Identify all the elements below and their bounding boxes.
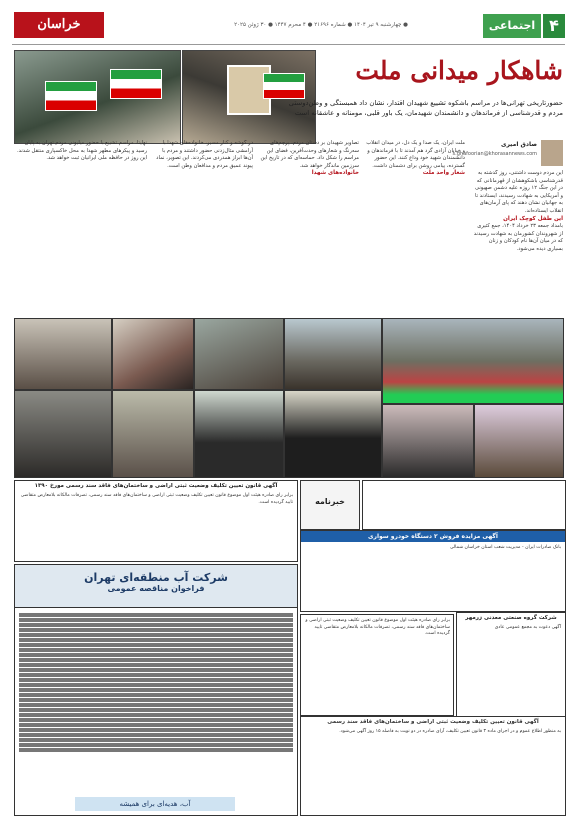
ad-title: آگهی قانون تعیین تکلیف وضعیت ثبتی اراضی و ساختمان‌های فاقد سند رسمی (327, 719, 539, 725)
text-line (19, 663, 293, 667)
text-line (19, 673, 293, 677)
article-column-1 (473, 170, 563, 310)
text-line (19, 618, 293, 622)
column-text: ملت ایران، یک صدا و یک دل، در میدان انقلاب و خیابان آزادی گرد هم آمدند تا با فرماندهان و دانشمندان شهید خود وداع کنند. این حضور گسترده، پیامی روشن برای دشمنان داشت. (366, 140, 465, 169)
funeral-photo-left (14, 50, 181, 144)
text-line (19, 693, 293, 697)
article-column-4 (153, 140, 253, 310)
text-line (19, 648, 293, 652)
legal-notice-ad-3 (300, 716, 566, 816)
newsletter-ad (300, 480, 360, 530)
ad-title: خبرنامه (315, 497, 345, 506)
text-line (19, 713, 293, 717)
column-text: نهایتا، مراسم تشییع با حضور میلیونی مردم تهران به پایان رسید و پیکرهای مطهر شهدا به محل خاکسپاری منتقل شدند. این روز در حافظه ملی ایرانیان ثبت خواهد شد. (16, 140, 147, 162)
column-text: این مردم دوست داشتنی، روز گذشته به قدرشناسی باشکوهشان از قهرمانانی که در این جنگ ۱۲ روزه علیه دشمن صهیونی و آمریکایی به شهادت رسیدند، ایستادند تا به جهانیان نشان دهند که پای آرمان‌های انقلاب ایستاده‌اند. (474, 170, 563, 214)
ad-title: آگهی قانون تعیین تکلیف وضعیت ثبتی اراضی و ساختمان‌های فاقد سند رسمی مورخ ۱۳۹۰ (34, 483, 278, 489)
text-line (19, 728, 293, 732)
tehran-water-tender-ad (14, 564, 298, 816)
section-name: اجتماعی (483, 14, 541, 38)
column-subhead: خانواده‌های شهدا (311, 170, 359, 177)
text-line (19, 723, 293, 727)
crowd-photo (112, 390, 194, 478)
text-line (19, 718, 293, 722)
iran-flag-icon (263, 73, 305, 99)
newsletter-ad-right (362, 480, 566, 530)
text-line (19, 653, 293, 657)
text-line (19, 698, 293, 702)
ad-subtitle: فراخوان مناقصه عمومی (107, 584, 205, 593)
iran-flag-icon (110, 69, 162, 99)
header-rule (12, 44, 565, 45)
ad-body: برابر رای صادره هیئت اول موضوع قانون تعیین تکلیف وضعیت ثبتی اراضی و ساختمان‌های فاقد سند رسمی، تصرفات مالکانه بلامعارض متقاضی تایید گردیده است. (20, 493, 293, 505)
ad-title: شرکت گروه صنعتی معدنی زرمهر (465, 615, 557, 621)
author-avatar (541, 140, 563, 166)
ad-title: آگهی مزایده فروش ۲ دستگاه خودرو سواری (301, 531, 565, 542)
text-line (19, 683, 293, 687)
author-email[interactable]: s.ghafoorian@khorasannews.com (452, 151, 537, 157)
article-column-2 (365, 140, 465, 310)
crowd-photo (382, 404, 474, 478)
article-lead: حضورتاریخی تهرانی‌ها در مراسم باشکوه تشییع شهیدان اقتدار، نشان داد همبستگی و وطن‌دوستی مردم و قدرشناسی از فرماندهان و دانشمندان شهیدمان، یک باور قلبی، مومنانه و عاشقانه است (288, 99, 563, 117)
text-line (19, 703, 293, 707)
car-auction-ad (300, 530, 566, 612)
ad-body: برابر رای صادره هیئت اول موضوع قانون تعیین تکلیف وضعیت ثبتی اراضی و ساختمان‌های فاقد سند رسمی، تصرفات مالکانه بلامعارض متقاضی تایید گردیده است. (305, 618, 450, 637)
text-line (19, 708, 293, 712)
crowd-photo (14, 318, 112, 390)
text-line (19, 748, 293, 752)
funeral-photo-portrait (182, 50, 316, 144)
ad-slogan: آب، هدیه‌ای برای همیشه (75, 797, 235, 811)
text-line (19, 668, 293, 672)
article-column-5 (14, 140, 147, 310)
column-text: بامداد جمعه ۲۳ خرداد ۱۴۰۴، جمع کثیری از شهروندان کشورمان به شهادت رسیدند که در میان آن‌ها نام کودکان و زنان بسیاری دیده می‌شود. (473, 223, 563, 252)
legal-notice-ad-2 (300, 614, 454, 716)
page-title: شاهکار میدانی ملت (355, 56, 563, 85)
crowd-photo (474, 404, 564, 478)
text-line (19, 658, 293, 662)
column-text: تصاویر شهیدان بر دستان مردم، پرچم‌های سه‌رنگ و شعارهای وحدت‌آفرین، فضای این مراسم را شکل داد. حماسه‌ای که در تاریخ این سرزمین ماندگار خواهد شد. (260, 140, 359, 169)
ad-body: به منظور اطلاع عموم و در اجرای ماده ۳ قانون تعیین تکلیف، آرای صادره در دو نوبت به فاصله ۱۵ روز آگهی می‌شود. (339, 729, 561, 734)
text-line (19, 738, 293, 742)
section-number: ۴ (543, 14, 565, 38)
crowd-photo (284, 390, 382, 478)
legal-notice-ad-1 (14, 480, 298, 562)
text-line (19, 638, 293, 642)
text-line (19, 623, 293, 627)
crowd-photo (112, 318, 194, 390)
crowd-photo (14, 390, 112, 478)
photo-grid (14, 318, 564, 476)
text-line (19, 678, 293, 682)
crowd-photo (194, 390, 284, 478)
text-line (19, 688, 293, 692)
text-line (19, 633, 293, 637)
column-subhead: شعار واحد ملت (422, 170, 465, 177)
crowd-photo (194, 318, 284, 390)
ad-subtitle: آگهی دعوت به مجمع عمومی عادی (494, 625, 561, 630)
dateline: ● چهارشنبه ۹ تیر ۱۴۰۴ ● شماره ۲۱۶۹۶ ● ۴ محرم ۱۴۴۷ ● ۳۰ ژوئن ۲۰۲۵ (234, 22, 408, 28)
ad-subtitle: بانک صادرات ایران - مدیریت شعب استان خراسان شمالی (449, 545, 561, 550)
ad-title: شرکت آب منطقه‌ای تهران (84, 571, 228, 584)
newspaper-logo: خراسان (14, 12, 104, 38)
column-subhead: این طفل کوچک ایران (503, 215, 563, 222)
text-line (19, 613, 293, 617)
column-text: در گوشه و کنار مسیر، خانواده‌های شهدا با آرامشی مثال‌زدنی حضور داشتند و مردم با آن‌ها ابراز همدردی می‌کردند. این تصویر، نماد پیوند عمیق مردم و مدافعان وطن است. (156, 140, 253, 169)
crowd-photo (284, 318, 382, 390)
crowd-aerial-photo (382, 318, 564, 404)
article-column-3 (259, 140, 359, 310)
ad-header (15, 565, 297, 608)
text-line (19, 743, 293, 747)
author-name: صادق امیری (500, 141, 537, 148)
iran-flag-icon (45, 81, 97, 111)
text-line (19, 733, 293, 737)
text-line (19, 628, 293, 632)
text-line (19, 643, 293, 647)
